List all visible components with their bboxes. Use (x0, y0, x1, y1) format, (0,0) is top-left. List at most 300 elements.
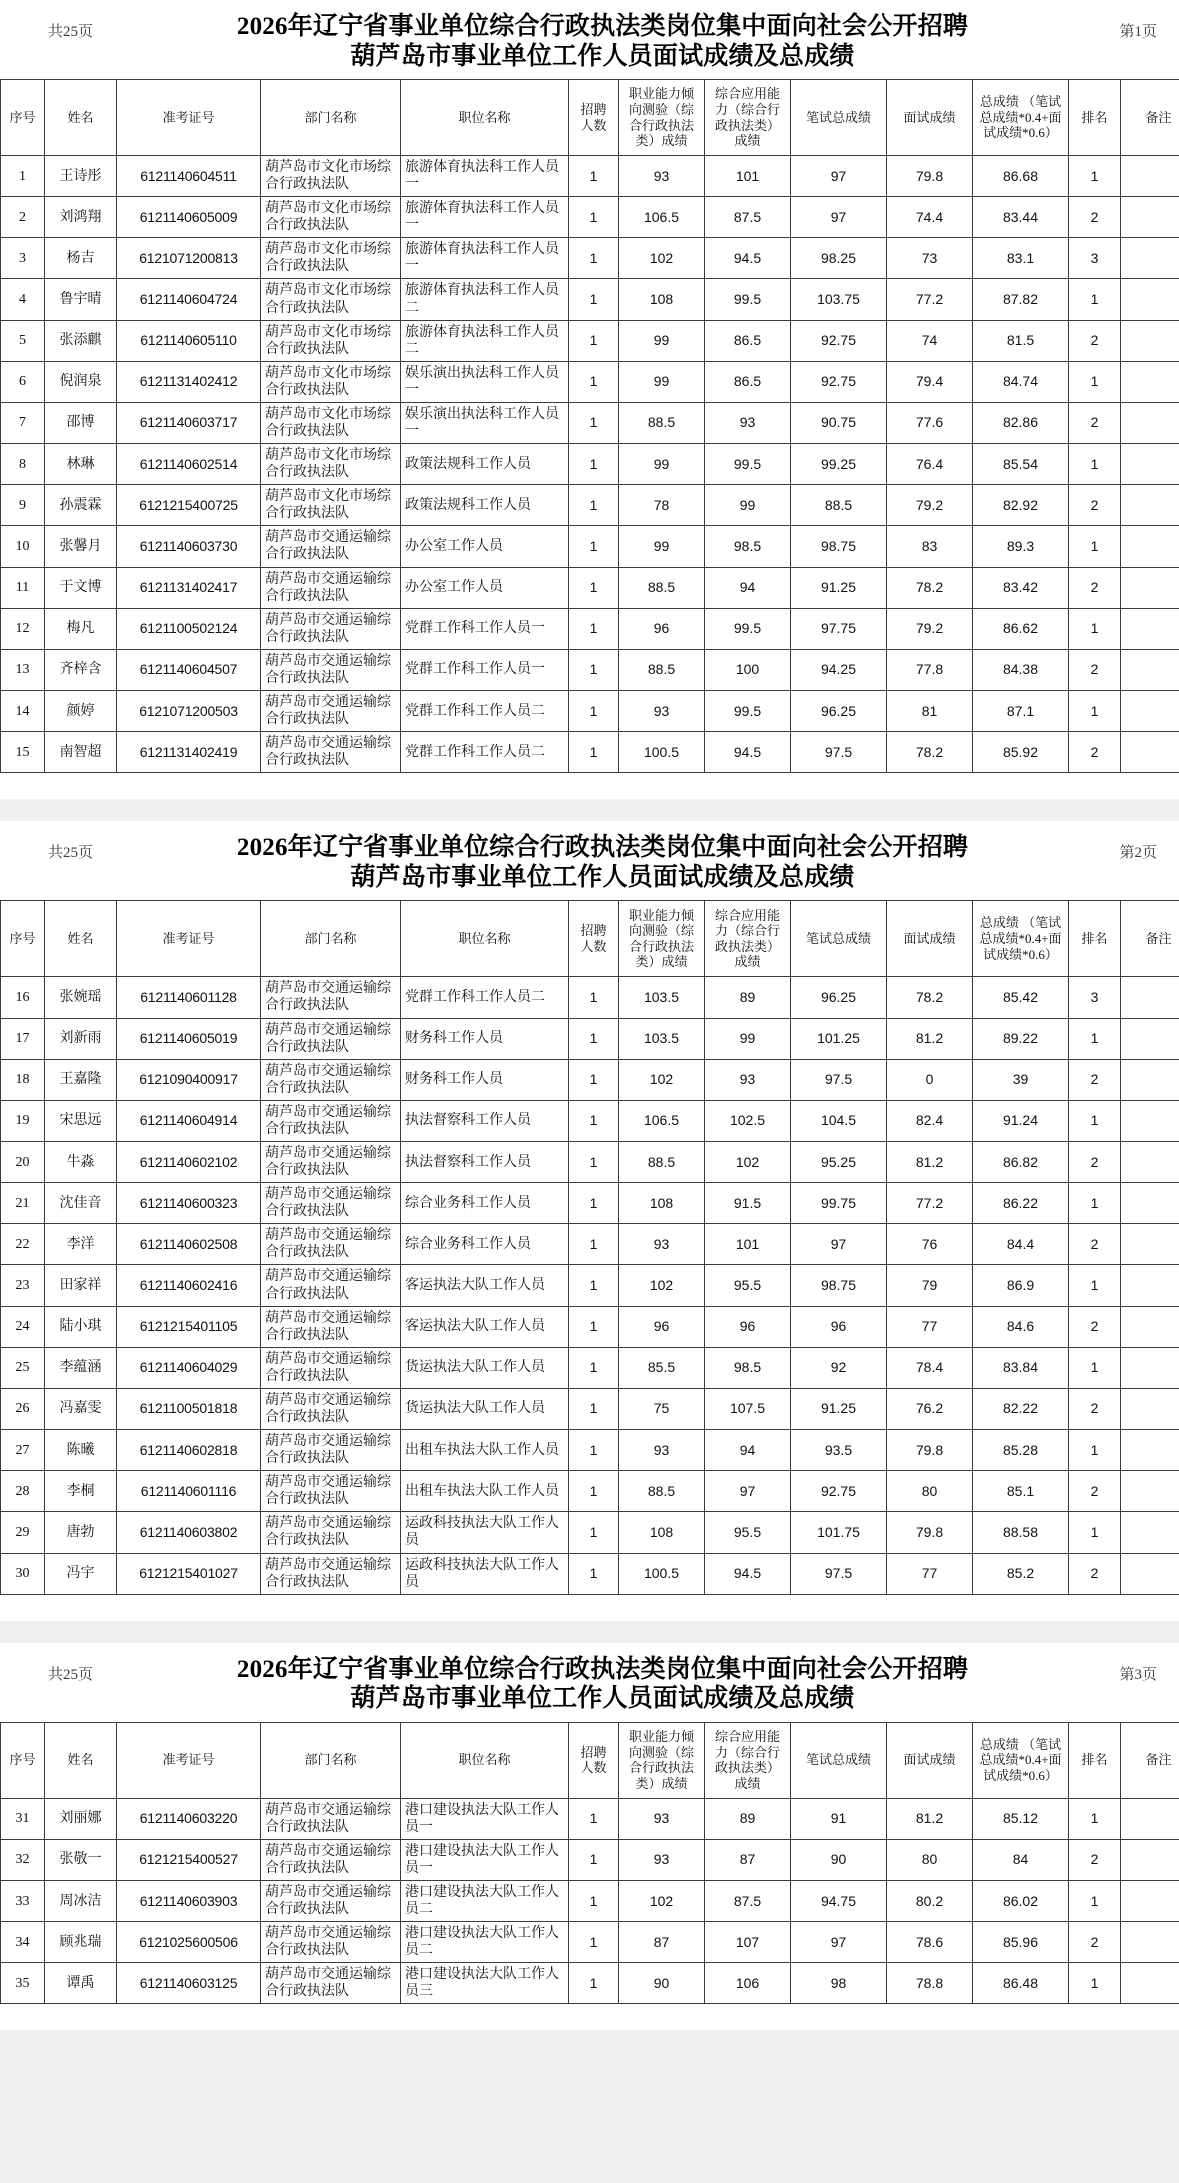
table-cell-ability: 78 (619, 485, 705, 526)
table-cell-comprehensive: 94 (705, 1430, 791, 1471)
table-cell-total: 82.22 (973, 1388, 1069, 1429)
table-cell-written: 104.5 (791, 1100, 887, 1141)
header-comprehensive: 综合应用能力（综合行政执法类）成绩 (705, 1722, 791, 1798)
table-cell-comprehensive: 100 (705, 649, 791, 690)
table-cell-hire: 1 (569, 402, 619, 443)
table-cell-interview: 81.2 (887, 1141, 973, 1182)
table-cell-code: 6121140602514 (117, 444, 261, 485)
page-number-label: 第3页 (1119, 1666, 1157, 1683)
table-cell-written: 88.5 (791, 485, 887, 526)
table-cell-written: 97 (791, 1224, 887, 1265)
table-cell-written: 92.75 (791, 320, 887, 361)
table-cell-dept: 葫芦岛市交通运输综合行政执法队 (261, 1388, 401, 1429)
table-cell-name: 南智超 (45, 732, 117, 773)
table-cell-post: 办公室工作人员 (401, 526, 569, 567)
table-cell-written: 99.75 (791, 1183, 887, 1224)
table-row (1, 320, 1179, 361)
table-cell-remark (1121, 1553, 1179, 1594)
table-cell-remark (1121, 1798, 1179, 1839)
table-cell-interview: 77 (887, 1306, 973, 1347)
table-cell-remark (1121, 1388, 1179, 1429)
table-cell-interview: 74.4 (887, 197, 973, 238)
table-cell-ability: 88.5 (619, 1141, 705, 1182)
table-cell-hire: 1 (569, 1471, 619, 1512)
table-cell-seq: 32 (1, 1839, 45, 1880)
table-cell-interview: 78.2 (887, 567, 973, 608)
table-cell-name: 鲁宇晴 (45, 279, 117, 320)
header-post: 职位名称 (401, 901, 569, 977)
table-cell-ability: 88.5 (619, 649, 705, 690)
table-cell-post: 港口建设执法大队工作人员一 (401, 1839, 569, 1880)
table-cell-code: 6121140603903 (117, 1881, 261, 1922)
table-cell-seq: 26 (1, 1388, 45, 1429)
table-row (1, 1839, 1179, 1880)
table-cell-total: 84.38 (973, 649, 1069, 690)
table-cell-ability: 106.5 (619, 1100, 705, 1141)
table-cell-ability: 96 (619, 1306, 705, 1347)
table-cell-rank: 1 (1069, 1265, 1121, 1306)
table-cell-post: 旅游体育执法科工作人员一 (401, 197, 569, 238)
table-cell-post: 货运执法大队工作人员 (401, 1388, 569, 1429)
table-cell-post: 综合业务科工作人员 (401, 1224, 569, 1265)
table-cell-written: 92.75 (791, 1471, 887, 1512)
table-cell-name: 杨吉 (45, 238, 117, 279)
table-cell-rank: 2 (1069, 1141, 1121, 1182)
table-cell-comprehensive: 97 (705, 1471, 791, 1512)
table-cell-ability: 93 (619, 1430, 705, 1471)
table-cell-seq: 33 (1, 1881, 45, 1922)
table-cell-seq: 6 (1, 361, 45, 402)
table-cell-name: 沈佳音 (45, 1183, 117, 1224)
table-cell-code: 6121140602818 (117, 1430, 261, 1471)
page-topbar (0, 1655, 1179, 1714)
table-cell-interview: 77.8 (887, 649, 973, 690)
table-row (1, 485, 1179, 526)
table-cell-comprehensive: 99 (705, 1018, 791, 1059)
table-cell-interview: 80.2 (887, 1881, 973, 1922)
table-cell-remark (1121, 1963, 1179, 2004)
table-cell-hire: 1 (569, 1512, 619, 1553)
header-ability: 职业能力倾向测验（综合行政执法类）成绩 (619, 80, 705, 156)
table-row (1, 279, 1179, 320)
table-cell-comprehensive: 93 (705, 402, 791, 443)
table-cell-written: 98 (791, 1963, 887, 2004)
table-cell-hire: 1 (569, 1059, 619, 1100)
table-cell-name: 宋思远 (45, 1100, 117, 1141)
table-cell-dept: 葫芦岛市交通运输综合行政执法队 (261, 526, 401, 567)
table-cell-rank: 2 (1069, 1388, 1121, 1429)
table-row (1, 691, 1179, 732)
table-cell-comprehensive: 87.5 (705, 1881, 791, 1922)
table-cell-name: 冯宇 (45, 1553, 117, 1594)
title-block (188, 12, 1017, 71)
table-cell-name: 倪润泉 (45, 361, 117, 402)
table-cell-post: 财务科工作人员 (401, 1018, 569, 1059)
table-cell-ability: 85.5 (619, 1347, 705, 1388)
page-topbar (0, 12, 1179, 71)
table-cell-comprehensive: 94 (705, 567, 791, 608)
table-row (1, 1059, 1179, 1100)
table-cell-rank: 3 (1069, 238, 1121, 279)
table-cell-dept: 葫芦岛市交通运输综合行政执法队 (261, 1798, 401, 1839)
table-cell-name: 邵博 (45, 402, 117, 443)
table-cell-seq: 34 (1, 1922, 45, 1963)
table-cell-comprehensive: 98.5 (705, 526, 791, 567)
table-cell-total: 86.68 (973, 156, 1069, 197)
table-cell-dept: 葫芦岛市交通运输综合行政执法队 (261, 1306, 401, 1347)
table-cell-rank: 2 (1069, 1059, 1121, 1100)
table-cell-rank: 2 (1069, 1922, 1121, 1963)
table-row (1, 1100, 1179, 1141)
table-cell-written: 98.75 (791, 526, 887, 567)
table-cell-written: 98.75 (791, 1265, 887, 1306)
table-cell-code: 6121215400725 (117, 485, 261, 526)
table-cell-code: 6121140604511 (117, 156, 261, 197)
table-cell-rank: 1 (1069, 1018, 1121, 1059)
table-cell-hire: 1 (569, 361, 619, 402)
table-cell-ability: 108 (619, 1183, 705, 1224)
table-cell-name: 梅凡 (45, 608, 117, 649)
table-cell-rank: 2 (1069, 402, 1121, 443)
table-cell-code: 6121140602508 (117, 1224, 261, 1265)
table-cell-ability: 99 (619, 526, 705, 567)
table-cell-rank: 2 (1069, 1306, 1121, 1347)
table-cell-code: 6121140604507 (117, 649, 261, 690)
table-cell-post: 党群工作科工作人员二 (401, 977, 569, 1018)
table-cell-seq: 14 (1, 691, 45, 732)
table-cell-hire: 1 (569, 1347, 619, 1388)
table-cell-written: 92.75 (791, 361, 887, 402)
total-pages-label: 共25页 (48, 24, 94, 40)
table-cell-post: 港口建设执法大队工作人员二 (401, 1881, 569, 1922)
table-cell-dept: 葫芦岛市交通运输综合行政执法队 (261, 977, 401, 1018)
table-cell-rank: 1 (1069, 608, 1121, 649)
table-cell-dept: 葫芦岛市交通运输综合行政执法队 (261, 1553, 401, 1594)
document-title-line-2: 葫芦岛市事业单位工作人员面试成绩及总成绩 (350, 42, 855, 70)
total-pages-label: 共25页 (48, 1666, 94, 1683)
table-cell-dept: 葫芦岛市交通运输综合行政执法队 (261, 1018, 401, 1059)
table-cell-name: 张婉瑶 (45, 977, 117, 1018)
table-cell-rank: 2 (1069, 1839, 1121, 1880)
table-cell-dept: 葫芦岛市交通运输综合行政执法队 (261, 691, 401, 732)
table-cell-comprehensive: 99 (705, 485, 791, 526)
table-cell-comprehensive: 107.5 (705, 1388, 791, 1429)
results-table (0, 79, 1179, 773)
table-cell-ability: 88.5 (619, 402, 705, 443)
table-cell-post: 港口建设执法大队工作人员一 (401, 1798, 569, 1839)
table-cell-remark (1121, 1059, 1179, 1100)
table-cell-name: 林琳 (45, 444, 117, 485)
table-cell-dept: 葫芦岛市交通运输综合行政执法队 (261, 1430, 401, 1471)
header-post: 职位名称 (401, 1722, 569, 1798)
table-cell-written: 99.25 (791, 444, 887, 485)
table-cell-dept: 葫芦岛市交通运输综合行政执法队 (261, 1471, 401, 1512)
table-cell-rank: 1 (1069, 1963, 1121, 2004)
table-cell-remark (1121, 608, 1179, 649)
table-cell-hire: 1 (569, 977, 619, 1018)
table-cell-interview: 81.2 (887, 1798, 973, 1839)
header-rank: 排名 (1069, 901, 1121, 977)
table-cell-remark (1121, 732, 1179, 773)
table-cell-code: 6121140603220 (117, 1798, 261, 1839)
table-cell-hire: 1 (569, 485, 619, 526)
header-ability: 职业能力倾向测验（综合行政执法类）成绩 (619, 901, 705, 977)
header-comprehensive: 综合应用能力（综合行政执法类）成绩 (705, 80, 791, 156)
table-cell-hire: 1 (569, 1963, 619, 2004)
table-cell-hire: 1 (569, 732, 619, 773)
table-cell-total: 86.82 (973, 1141, 1069, 1182)
table-cell-ability: 100.5 (619, 1553, 705, 1594)
table-cell-total: 81.5 (973, 320, 1069, 361)
table-cell-name: 刘丽娜 (45, 1798, 117, 1839)
table-cell-name: 谭禹 (45, 1963, 117, 2004)
title-block (188, 1655, 1017, 1714)
table-cell-rank: 1 (1069, 1881, 1121, 1922)
table-cell-written: 90 (791, 1839, 887, 1880)
table-cell-interview: 80 (887, 1471, 973, 1512)
table-cell-name: 唐勃 (45, 1512, 117, 1553)
table-cell-interview: 77 (887, 1553, 973, 1594)
table-cell-comprehensive: 99.5 (705, 279, 791, 320)
table-cell-remark (1121, 1430, 1179, 1471)
table-cell-total: 89.3 (973, 526, 1069, 567)
table-cell-total: 84 (973, 1839, 1069, 1880)
table-cell-code: 6121140602102 (117, 1141, 261, 1182)
table-cell-post: 旅游体育执法科工作人员二 (401, 320, 569, 361)
document-title-line-2: 葫芦岛市事业单位工作人员面试成绩及总成绩 (350, 863, 855, 891)
table-cell-remark (1121, 1183, 1179, 1224)
table-row (1, 649, 1179, 690)
table-cell-dept: 葫芦岛市交通运输综合行政执法队 (261, 732, 401, 773)
table-row (1, 1512, 1179, 1553)
table-cell-total: 89.22 (973, 1018, 1069, 1059)
table-cell-interview: 81.2 (887, 1018, 973, 1059)
table-cell-seq: 18 (1, 1059, 45, 1100)
table-cell-name: 齐梓含 (45, 649, 117, 690)
table-cell-code: 6121140603125 (117, 1963, 261, 2004)
header-total-score: 总成绩 （笔试总成绩*0.4+面试成绩*0.6） (973, 1722, 1069, 1798)
header-comprehensive: 综合应用能力（综合行政执法类）成绩 (705, 901, 791, 977)
table-cell-post: 港口建设执法大队工作人员三 (401, 1963, 569, 2004)
table-cell-written: 91.25 (791, 1388, 887, 1429)
table-cell-post: 财务科工作人员 (401, 1059, 569, 1100)
table-cell-hire: 1 (569, 1141, 619, 1182)
table-cell-dept: 葫芦岛市文化市场综合行政执法队 (261, 402, 401, 443)
table-cell-ability: 93 (619, 691, 705, 732)
table-cell-code: 6121140600323 (117, 1183, 261, 1224)
table-cell-ability: 99 (619, 361, 705, 402)
table-cell-seq: 7 (1, 402, 45, 443)
header-written-total: 笔试总成绩 (791, 80, 887, 156)
table-cell-hire: 1 (569, 1430, 619, 1471)
table-cell-dept: 葫芦岛市交通运输综合行政执法队 (261, 1100, 401, 1141)
table-cell-code: 6121090400917 (117, 1059, 261, 1100)
table-cell-dept: 葫芦岛市交通运输综合行政执法队 (261, 1183, 401, 1224)
header-ability: 职业能力倾向测验（综合行政执法类）成绩 (619, 1722, 705, 1798)
page-topbar (0, 833, 1179, 892)
header-written-total: 笔试总成绩 (791, 1722, 887, 1798)
table-row (1, 732, 1179, 773)
table-cell-written: 96 (791, 1306, 887, 1347)
document-title-line-1: 2026年辽宁省事业单位综合行政执法类岗位集中面向社会公开招聘 (236, 1655, 969, 1683)
table-cell-written: 91 (791, 1798, 887, 1839)
header-remark: 备注 (1121, 1722, 1179, 1798)
table-cell-interview: 78.6 (887, 1922, 973, 1963)
table-cell-ability: 93 (619, 156, 705, 197)
table-cell-comprehensive: 99.5 (705, 608, 791, 649)
table-cell-total: 84.4 (973, 1224, 1069, 1265)
table-cell-total: 83.42 (973, 567, 1069, 608)
table-cell-written: 95.25 (791, 1141, 887, 1182)
table-cell-total: 85.42 (973, 977, 1069, 1018)
header-dept: 部门名称 (261, 1722, 401, 1798)
table-cell-rank: 1 (1069, 1798, 1121, 1839)
table-cell-written: 97.5 (791, 732, 887, 773)
table-row (1, 977, 1179, 1018)
table-cell-hire: 1 (569, 526, 619, 567)
header-dept: 部门名称 (261, 901, 401, 977)
page-number-label: 第2页 (1119, 845, 1157, 862)
table-row (1, 1881, 1179, 1922)
table-cell-ability: 103.5 (619, 977, 705, 1018)
page-section-2 (0, 821, 1179, 1620)
table-cell-ability: 96 (619, 608, 705, 649)
table-cell-rank: 2 (1069, 1224, 1121, 1265)
table-cell-dept: 葫芦岛市文化市场综合行政执法队 (261, 197, 401, 238)
table-cell-comprehensive: 102 (705, 1141, 791, 1182)
table-cell-hire: 1 (569, 197, 619, 238)
results-table (0, 900, 1179, 1594)
table-cell-interview: 80 (887, 1839, 973, 1880)
table-cell-name: 王嘉隆 (45, 1059, 117, 1100)
table-cell-post: 娱乐演出执法科工作人员一 (401, 402, 569, 443)
table-cell-rank: 2 (1069, 732, 1121, 773)
table-cell-total: 82.92 (973, 485, 1069, 526)
table-cell-total: 83.44 (973, 197, 1069, 238)
table-cell-hire: 1 (569, 1881, 619, 1922)
table-cell-seq: 1 (1, 156, 45, 197)
table-cell-total: 85.54 (973, 444, 1069, 485)
table-cell-code: 6121140601116 (117, 1471, 261, 1512)
table-cell-dept: 葫芦岛市文化市场综合行政执法队 (261, 444, 401, 485)
table-cell-ability: 93 (619, 1224, 705, 1265)
table-cell-seq: 8 (1, 444, 45, 485)
table-row (1, 361, 1179, 402)
table-cell-remark (1121, 320, 1179, 361)
table-cell-rank: 2 (1069, 1553, 1121, 1594)
table-cell-written: 93.5 (791, 1430, 887, 1471)
table-cell-post: 政策法规科工作人员 (401, 444, 569, 485)
table-cell-seq: 22 (1, 1224, 45, 1265)
table-cell-rank: 2 (1069, 197, 1121, 238)
header-interview: 面试成绩 (887, 901, 973, 977)
table-cell-remark (1121, 1224, 1179, 1265)
table-cell-ability: 106.5 (619, 197, 705, 238)
page-section-1 (0, 0, 1179, 799)
table-cell-seq: 10 (1, 526, 45, 567)
table-cell-dept: 葫芦岛市交通运输综合行政执法队 (261, 1881, 401, 1922)
table-cell-interview: 81 (887, 691, 973, 732)
table-cell-hire: 1 (569, 156, 619, 197)
table-cell-code: 6121140604029 (117, 1347, 261, 1388)
table-row (1, 1018, 1179, 1059)
table-cell-seq: 24 (1, 1306, 45, 1347)
table-cell-rank: 3 (1069, 977, 1121, 1018)
table-cell-interview: 0 (887, 1059, 973, 1100)
table-cell-seq: 28 (1, 1471, 45, 1512)
table-cell-written: 96.25 (791, 691, 887, 732)
table-cell-total: 85.28 (973, 1430, 1069, 1471)
header-seq: 序号 (1, 80, 45, 156)
table-cell-rank: 2 (1069, 649, 1121, 690)
table-cell-written: 97.5 (791, 1553, 887, 1594)
table-cell-ability: 87 (619, 1922, 705, 1963)
table-row (1, 402, 1179, 443)
table-cell-dept: 葫芦岛市交通运输综合行政执法队 (261, 1141, 401, 1182)
table-cell-comprehensive: 106 (705, 1963, 791, 2004)
table-row (1, 1553, 1179, 1594)
header-code: 准考证号 (117, 901, 261, 977)
table-cell-written: 94.75 (791, 1881, 887, 1922)
table-cell-name: 陆小琪 (45, 1306, 117, 1347)
table-cell-interview: 79.2 (887, 485, 973, 526)
table-cell-ability: 75 (619, 1388, 705, 1429)
table-cell-dept: 葫芦岛市交通运输综合行政执法队 (261, 1922, 401, 1963)
table-cell-dept: 葫芦岛市交通运输综合行政执法队 (261, 608, 401, 649)
table-cell-name: 刘新雨 (45, 1018, 117, 1059)
table-cell-code: 6121215400527 (117, 1839, 261, 1880)
table-cell-code: 6121140603730 (117, 526, 261, 567)
table-row (1, 1224, 1179, 1265)
table-row (1, 1430, 1179, 1471)
table-cell-interview: 78.4 (887, 1347, 973, 1388)
table-cell-total: 84.74 (973, 361, 1069, 402)
table-cell-hire: 1 (569, 608, 619, 649)
table-cell-seq: 12 (1, 608, 45, 649)
table-row (1, 1306, 1179, 1347)
table-cell-total: 85.12 (973, 1798, 1069, 1839)
table-cell-seq: 2 (1, 197, 45, 238)
table-cell-written: 96.25 (791, 977, 887, 1018)
table-cell-written: 92 (791, 1347, 887, 1388)
table-cell-total: 85.96 (973, 1922, 1069, 1963)
table-cell-code: 6121215401027 (117, 1553, 261, 1594)
table-cell-remark (1121, 1839, 1179, 1880)
page-number-label: 第1页 (1119, 24, 1157, 40)
table-cell-dept: 葫芦岛市文化市场综合行政执法队 (261, 320, 401, 361)
table-cell-seq: 4 (1, 279, 45, 320)
table-cell-interview: 79 (887, 1265, 973, 1306)
table-cell-comprehensive: 94.5 (705, 732, 791, 773)
table-cell-comprehensive: 102.5 (705, 1100, 791, 1141)
table-cell-remark (1121, 1100, 1179, 1141)
table-cell-hire: 1 (569, 1224, 619, 1265)
table-cell-remark (1121, 691, 1179, 732)
table-cell-ability: 102 (619, 1059, 705, 1100)
table-row (1, 1922, 1179, 1963)
table-cell-code: 6121131402412 (117, 361, 261, 402)
table-cell-remark (1121, 1347, 1179, 1388)
header-remark: 备注 (1121, 80, 1179, 156)
table-cell-total: 82.86 (973, 402, 1069, 443)
table-cell-written: 98.25 (791, 238, 887, 279)
table-cell-code: 6121100502124 (117, 608, 261, 649)
table-cell-name: 张添麒 (45, 320, 117, 361)
table-cell-comprehensive: 107 (705, 1922, 791, 1963)
document-title-line-1: 2026年辽宁省事业单位综合行政执法类岗位集中面向社会公开招聘 (236, 834, 969, 862)
table-cell-remark (1121, 1512, 1179, 1553)
table-cell-post: 党群工作科工作人员二 (401, 732, 569, 773)
